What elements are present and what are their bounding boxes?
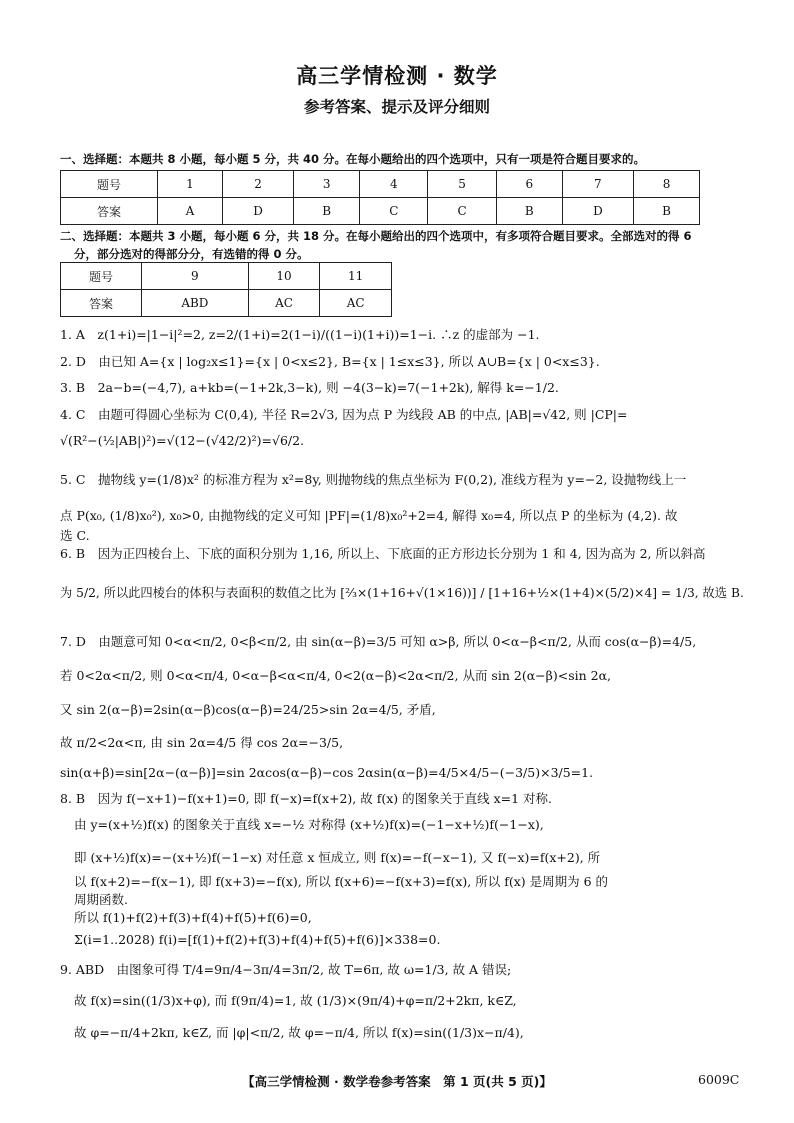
- solution-line: 选 C.: [60, 528, 90, 543]
- section2-answer-table: [60, 262, 392, 317]
- page-title: 高三学情检测 · 数学: [296, 64, 498, 88]
- table-row: [61, 290, 392, 317]
- answer-cell: AC: [248, 290, 320, 317]
- page-footer: 【高三学情检测 · 数学卷参考答案 第 1 页(共 5 页)】: [242, 1074, 552, 1089]
- solution-line: 为 5/2, 所以此四棱台的体积与表面积的数值之比为 [⅔×(1+16+√(1×16))] / [1+16+½×(1+4)×(5/2)×4] = 1/3, 故选 B.: [60, 586, 744, 600]
- table-row: [61, 198, 700, 225]
- solution-line: 1. A z(1+i)=|1−i|²=2, z=2/(1+i)=2(1−i)/((1−i)(1+i))=1−i. ∴z 的虚部为 −1.: [60, 327, 540, 342]
- row-label-answer: 答案: [61, 290, 142, 317]
- solution-line: 5. C 抛物线 y=(1/8)x² 的标准方程为 x²=8y, 则抛物线的焦点坐标为 F(0,2), 准线方程为 y=−2, 设抛物线上一: [60, 472, 687, 487]
- row-label-question: 题号: [61, 263, 142, 290]
- solution-line: √(R²−(½|AB|)²)=√(12−(√42/2)²)=√6/2.: [60, 433, 305, 448]
- solution-line: 9. ABD 由图象可得 T/4=9π/4−3π/4=3π/2, 故 T=6π, 故 ω=1/3, 故 A 错误;: [60, 962, 512, 977]
- question-number: 8: [634, 171, 700, 198]
- table-row: [61, 171, 700, 198]
- solution-line: 2. D 由已知 A={x | log₂x≤1}={x | 0<x≤2}, B={x | 1≤x≤3}, 所以 A∪B={x | 0<x≤3}.: [60, 354, 600, 369]
- answer-cell: D: [222, 198, 293, 225]
- solution-line: 点 P(x₀, (1/8)x₀²), x₀>0, 由抛物线的定义可知 |PF|=(1/8)x₀²+2=4, 解得 x₀=4, 所以点 P 的坐标为 (4,2). 故: [60, 508, 678, 523]
- solution-line: 以 f(x+2)=−f(x−1), 即 f(x+3)=−f(x), 所以 f(x+6)=−f(x+3)=f(x), 所以 f(x) 是周期为 6 的: [74, 874, 608, 889]
- question-number: 7: [562, 171, 633, 198]
- answer-cell: C: [360, 198, 428, 225]
- question-number: 4: [360, 171, 428, 198]
- question-number: 10: [248, 263, 320, 290]
- answer-cell: B: [634, 198, 700, 225]
- answer-cell: B: [496, 198, 562, 225]
- solution-line: 即 (x+½)f(x)=−(x+½)f(−1−x) 对任意 x 恒成立, 则 f(x)=−f(−x−1), 又 f(−x)=f(x+2), 所: [74, 850, 601, 865]
- question-number: 3: [294, 171, 360, 198]
- solution-line: sin(α+β)=sin[2α−(α−β)]=sin 2αcos(α−β)−cos 2αsin(α−β)=4/5×4/5−(−3/5)×3/5=1.: [60, 765, 594, 780]
- section2-heading: 二、选择题：本题共 3 小题，每小题 6 分，共 18 分。在每小题给出的四个选项中，有多项符合题目要求。全部选对的得 6: [60, 229, 692, 243]
- solution-line: 周期函数.: [74, 892, 128, 907]
- solution-line: 4. C 由题可得圆心坐标为 C(0,4), 半径 R=2√3, 因为点 P 为线段 AB 的中点, |AB|=√42, 则 |CP|=: [60, 407, 628, 422]
- solution-line: 若 0<2α<π/2, 则 0<α<π/4, 0<α−β<α<π/4, 0<2(α−β)<2α<π/2, 从而 sin 2(α−β)<sin 2α,: [60, 668, 611, 683]
- solution-line: 8. B 因为 f(−x+1)−f(x+1)=0, 即 f(−x)=f(x+2), 故 f(x) 的图象关于直线 x=1 对称.: [60, 791, 553, 806]
- document-code: 6009C: [698, 1072, 740, 1087]
- answer-cell: D: [562, 198, 633, 225]
- solution-line: 7. D 由题意可知 0<α<π/2, 0<β<π/2, 由 sin(α−β)=3/5 可知 α>β, 所以 0<α−β<π/2, 从而 cos(α−β)=4/5,: [60, 634, 697, 649]
- section2-heading-cont: 分，部分选对的得部分分，有选错的得 0 分。: [74, 247, 309, 261]
- question-number: 2: [222, 171, 293, 198]
- solution-line: 故 π/2<2α<π, 由 sin 2α=4/5 得 cos 2α=−3/5,: [60, 735, 344, 750]
- solution-line: 又 sin 2(α−β)=2sin(α−β)cos(α−β)=24/25>sin 2α=4/5, 矛盾,: [60, 702, 436, 717]
- question-number: 1: [158, 171, 223, 198]
- answer-cell: B: [294, 198, 360, 225]
- solution-line: 所以 f(1)+f(2)+f(3)+f(4)+f(5)+f(6)=0,: [74, 910, 312, 925]
- solution-line: 3. B 2a−b=(−4,7), a+kb=(−1+2k,3−k), 则 −4(3−k)=7(−1+2k), 解得 k=−1/2.: [60, 380, 559, 395]
- answer-cell: A: [158, 198, 223, 225]
- solution-line: Σ(i=1..2028) f(i)=[f(1)+f(2)+f(3)+f(4)+f(5)+f(6)]×338=0.: [74, 932, 441, 947]
- solution-line: 6. B 因为正四棱台上、下底的面积分别为 1,16, 所以上、下底面的正方形边长分别为 1 和 4, 因为高为 2, 所以斜高: [60, 546, 706, 561]
- question-number: 5: [428, 171, 496, 198]
- answer-cell: C: [428, 198, 496, 225]
- question-number: 9: [142, 263, 249, 290]
- solution-line: 故 φ=−π/4+2kπ, k∈Z, 而 |φ|<π/2, 故 φ=−π/4, 所以 f(x)=sin((1/3)x−π/4),: [74, 1025, 524, 1040]
- section1-heading: 一、选择题：本题共 8 小题，每小题 5 分，共 40 分。在每小题给出的四个选项中，只有一项是符合题目要求的。: [60, 152, 646, 166]
- table-row: [61, 263, 392, 290]
- page-subtitle: 参考答案、提示及评分细则: [303, 98, 490, 116]
- answer-cell: ABD: [142, 290, 249, 317]
- section1-answer-table: [60, 170, 700, 225]
- solution-line: 由 y=(x+½)f(x) 的图象关于直线 x=−½ 对称得 (x+½)f(x)=(−1−x+½)f(−1−x),: [74, 817, 544, 832]
- question-number: 6: [496, 171, 562, 198]
- answer-cell: AC: [320, 290, 392, 317]
- row-label-answer: 答案: [61, 198, 158, 225]
- solution-line: 故 f(x)=sin((1/3)x+φ), 而 f(9π/4)=1, 故 (1/3)×(9π/4)+φ=π/2+2kπ, k∈Z,: [74, 993, 517, 1008]
- question-number: 11: [320, 263, 392, 290]
- row-label-question: 题号: [61, 171, 158, 198]
